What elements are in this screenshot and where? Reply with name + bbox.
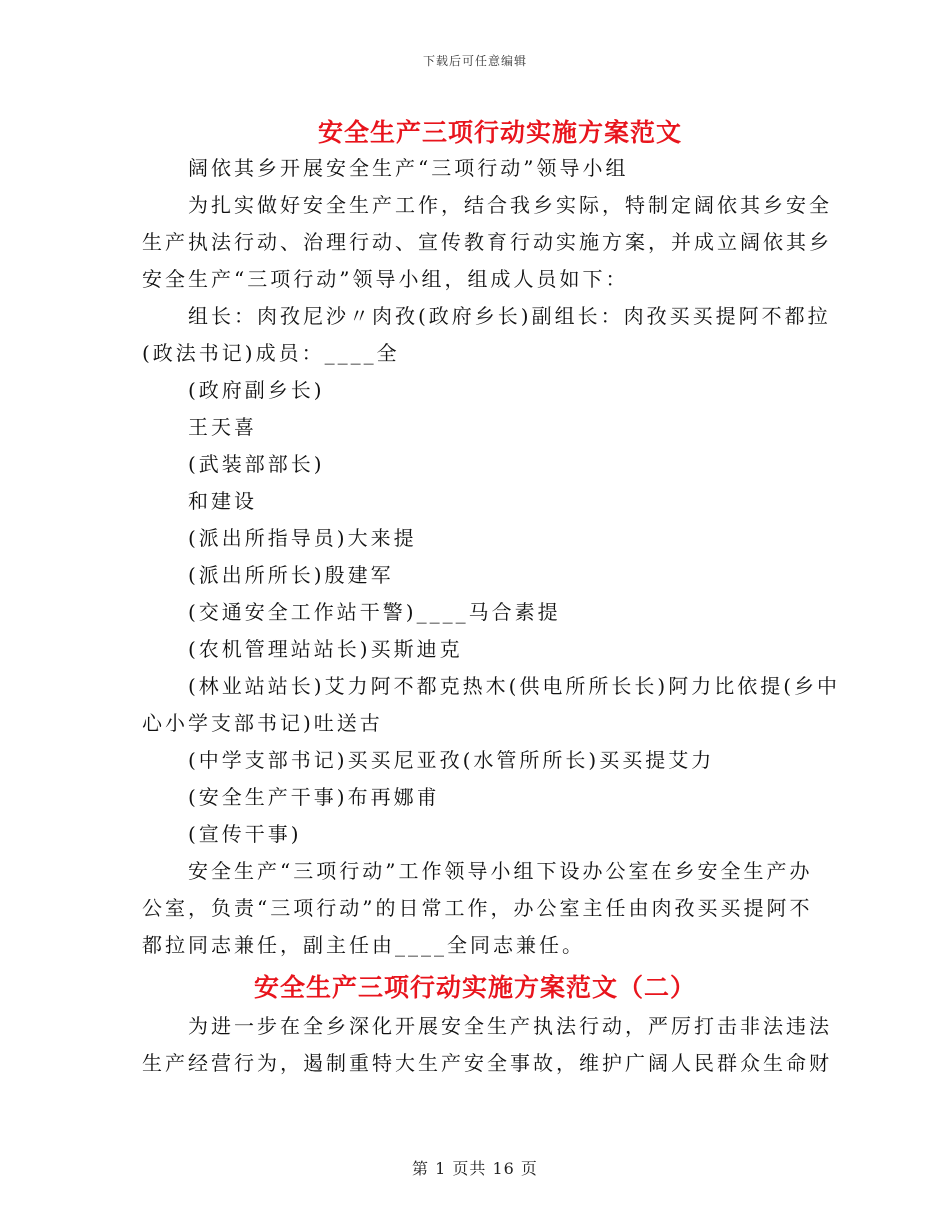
section-2-title: 安全生产三项行动实施方案范文（二） bbox=[253, 973, 696, 1002]
page-footer: 第 1 页共 16 页 bbox=[412, 1159, 538, 1178]
paragraph-line: (派出所所长)殷建军 bbox=[188, 563, 394, 587]
paragraph-line: (农机管理站站长)买斯迪克 bbox=[188, 637, 463, 661]
paragraph-line: 心小学支部书记)吐送古 bbox=[142, 711, 383, 735]
paragraph-line: 生产经营行为，遏制重特大生产安全事故，维护广阔人民群众生命财 bbox=[142, 1051, 832, 1075]
paragraph-line: (政法书记)成员：____全 bbox=[142, 341, 400, 365]
paragraph-line: 生产执法行动、治理行动、宣传教育行动实施方案，并成立阔依其乡 bbox=[142, 230, 832, 254]
section-1-body bbox=[142, 150, 841, 964]
paragraph-line: 为扎实做好安全生产工作，结合我乡实际，特制定阔依其乡安全 bbox=[188, 193, 832, 217]
paragraph-line: 公室，负责“三项行动”的日常工作，办公室主任由肉孜买买提阿不 bbox=[142, 896, 813, 920]
paragraph-line: (林业站站长)艾力阿不都克热木(供电所所长长)阿力比依提(乡中 bbox=[188, 674, 841, 698]
paragraph-line: (交通安全工作站干警)____马合素提 bbox=[188, 600, 561, 624]
paragraph-line: 都拉同志兼任，副主任由____全同志兼任。 bbox=[142, 933, 585, 957]
paragraph-line: 王天喜 bbox=[188, 415, 257, 439]
paragraph-line: 和建设 bbox=[188, 489, 257, 513]
paragraph-line: (派出所指导员)大来提 bbox=[188, 526, 417, 550]
document-title: 安全生产三项行动实施方案范文 bbox=[317, 118, 682, 147]
paragraph-line: (宣传干事) bbox=[188, 822, 302, 846]
paragraph-line: (安全生产干事)布再娜甫 bbox=[188, 785, 440, 809]
paragraph-line: 安全生产“三项行动”工作领导小组下设办公室在乡安全生产办 bbox=[188, 859, 813, 883]
paragraph-line: 为进一步在全乡深化开展安全生产执法行动，严厉打击非法违法 bbox=[188, 1014, 832, 1038]
header-note: 下载后可任意编辑 bbox=[422, 54, 527, 68]
paragraph-line: 阔依其乡开展安全生产“三项行动”领导小组 bbox=[188, 156, 629, 180]
paragraph-line: (武装部部长) bbox=[188, 452, 325, 476]
paragraph-line: (政府副乡长) bbox=[188, 378, 325, 402]
paragraph-line: 安全生产“三项行动”领导小组，组成人员如下： bbox=[142, 267, 629, 291]
paragraph-line: 组长：肉孜尼沙〃肉孜(政府乡长)副组长：肉孜买买提阿不都拉 bbox=[188, 304, 831, 328]
section-2-body bbox=[142, 1008, 832, 1082]
paragraph-line: (中学支部书记)买买尼亚孜(水管所所长)买买提艾力 bbox=[188, 748, 715, 772]
